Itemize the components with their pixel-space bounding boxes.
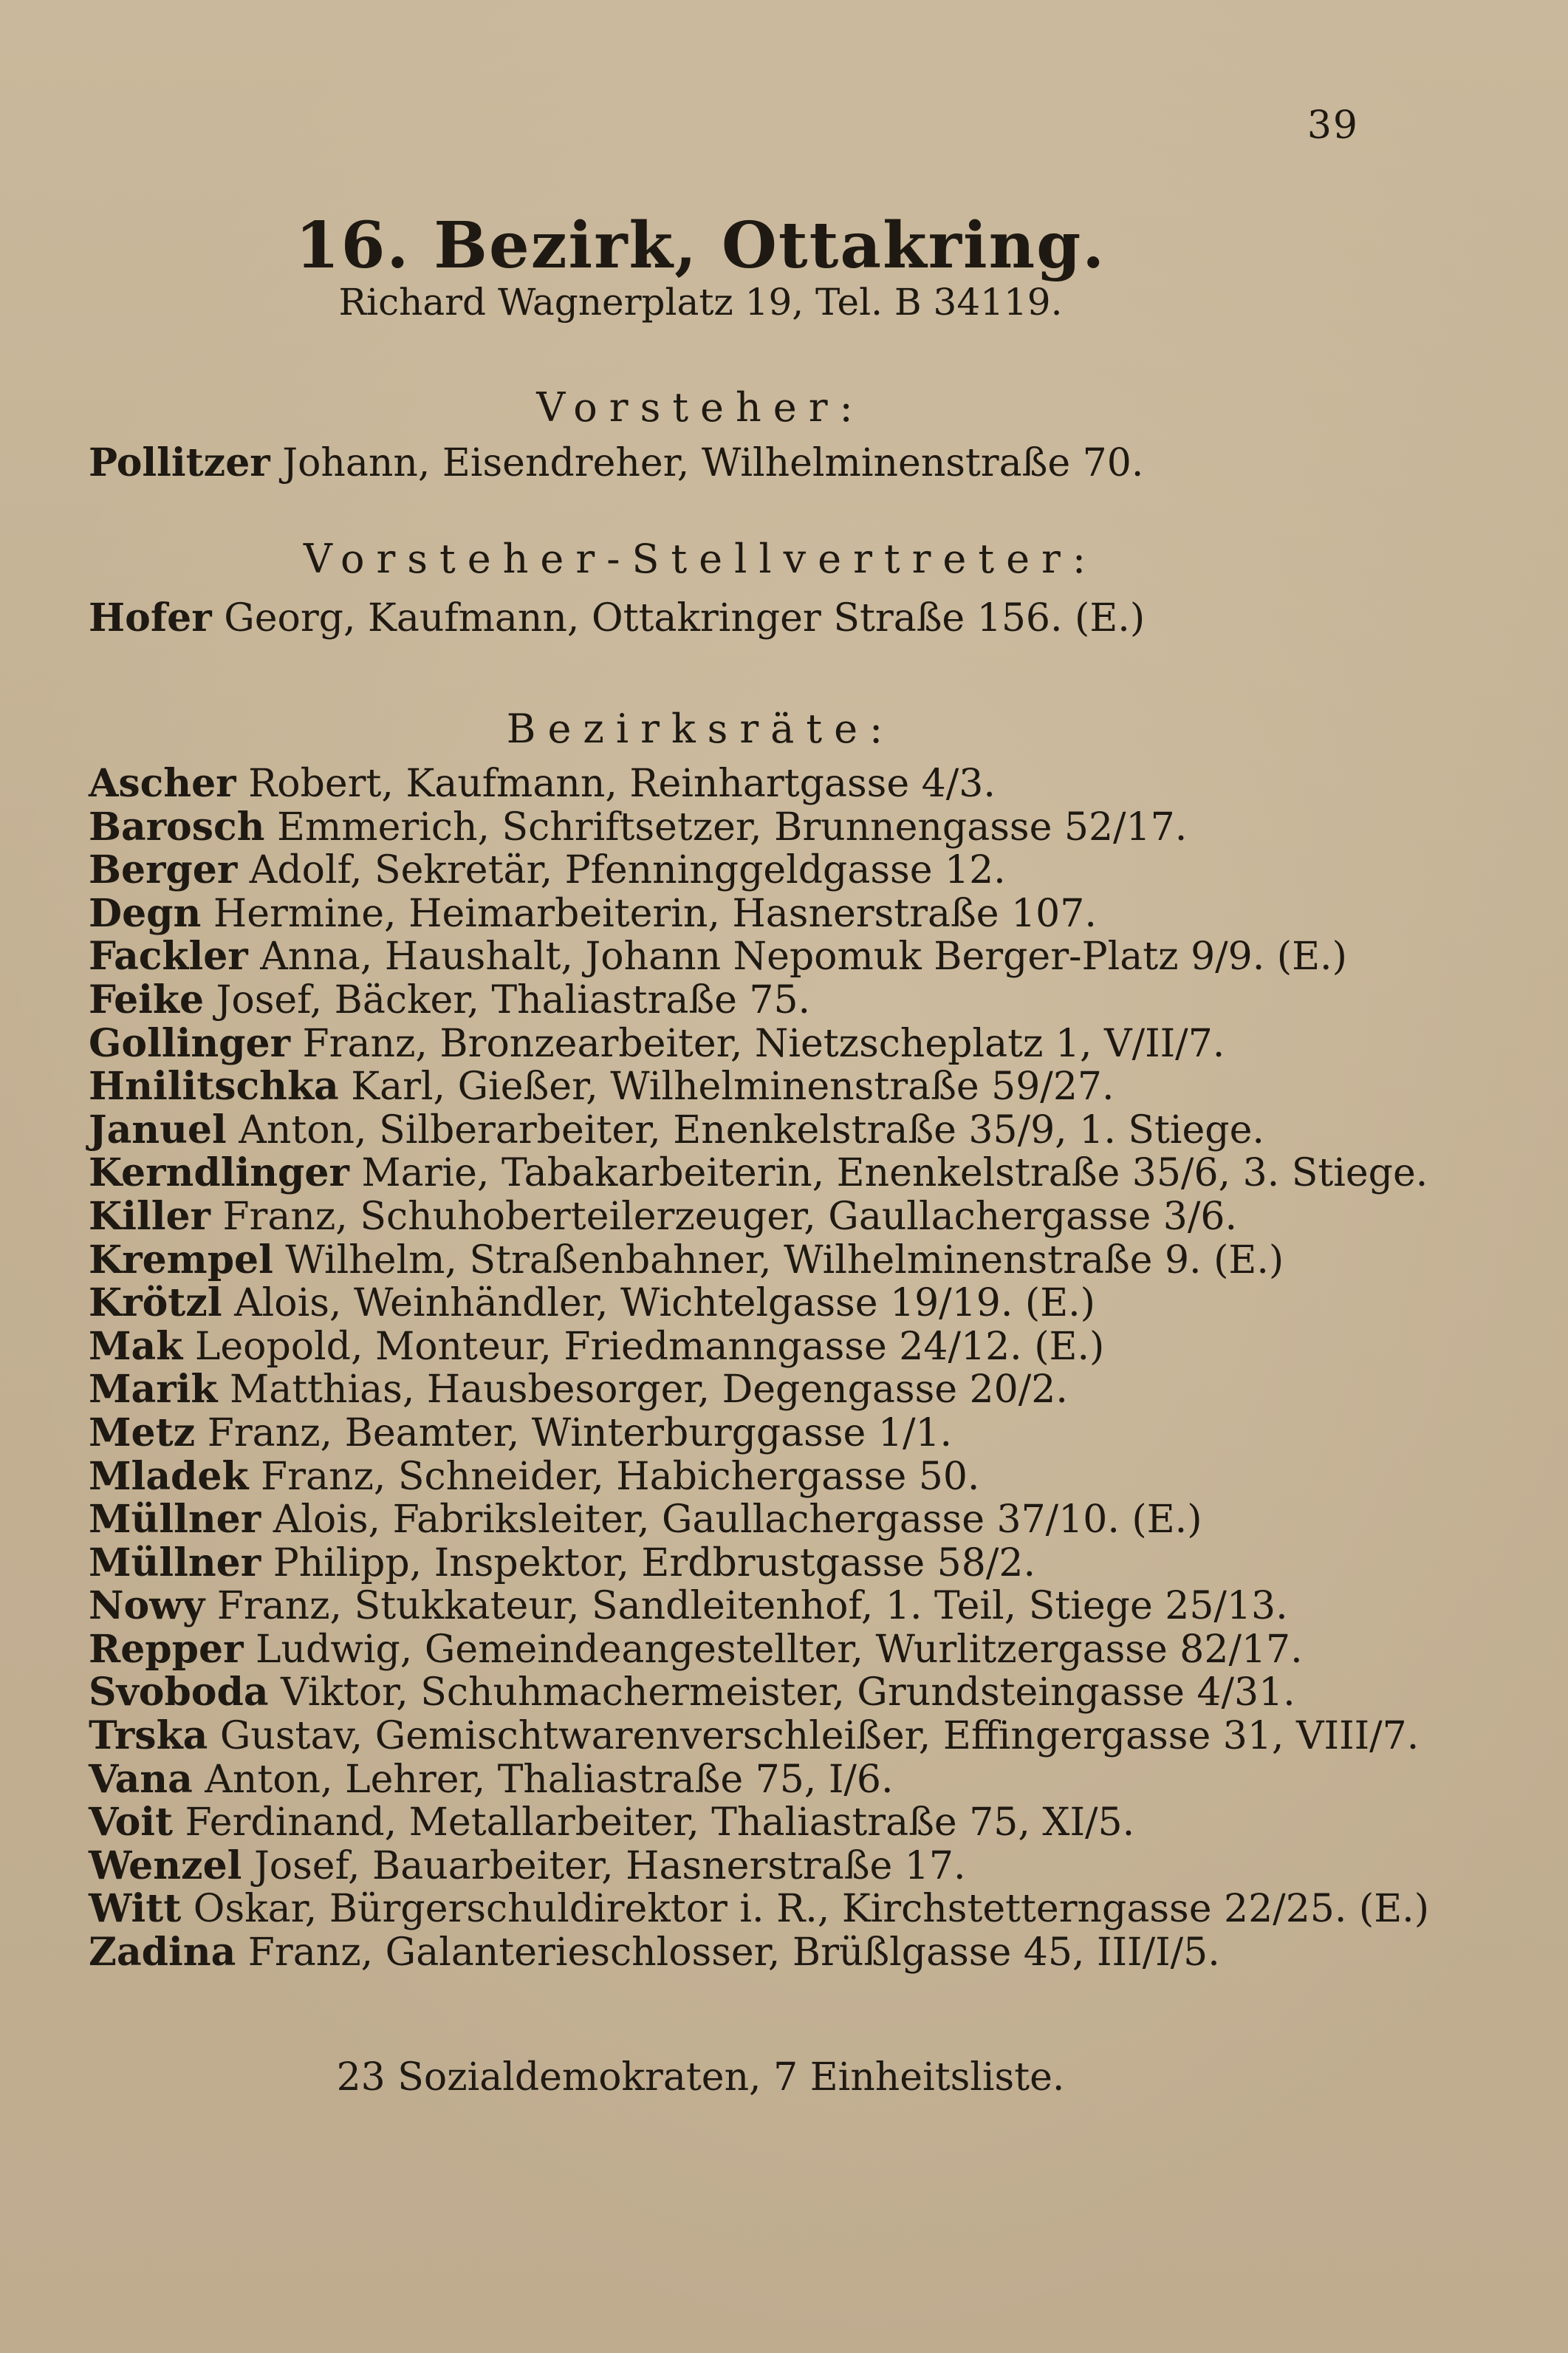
entry-details: Adolf, Sekretär, Pfenninggeldgasse 12. xyxy=(237,848,1006,893)
entry-surname: Pollitzer xyxy=(89,440,270,485)
entry-details: Ferdinand, Metallarbeiter, Thaliastraße 75, XI/5. xyxy=(173,1800,1135,1845)
list-item xyxy=(89,1585,1429,1628)
entry-surname: Kerndlinger xyxy=(89,1150,349,1196)
entry-details: Hermine, Heimarbeiterin, Hasnerstraße 107. xyxy=(201,891,1097,936)
list-item xyxy=(89,1715,1429,1758)
entry-surname: Nowy xyxy=(89,1583,205,1629)
entry-details: Oskar, Bürgerschuldirektor i. R., Kirchstetterngasse 22/25. (E.) xyxy=(181,1887,1429,1932)
list-item xyxy=(89,1022,1429,1066)
heading-bezirksraete: Bezirksräte: xyxy=(506,706,895,752)
list-item xyxy=(89,1628,1429,1672)
list-item xyxy=(89,1412,1429,1455)
entry-surname: Zadina xyxy=(89,1930,236,1975)
entry-details: Matthias, Hausbesorger, Degengasse 20/2. xyxy=(217,1367,1068,1413)
entry-surname: Trska xyxy=(89,1713,208,1759)
entry-details: Josef, Bauarbeiter, Hasnerstraße 17. xyxy=(242,1843,966,1888)
heading-vorsteher: Vorsteher: xyxy=(536,384,865,431)
entry-surname: Mak xyxy=(89,1323,183,1369)
council-member-list xyxy=(89,762,1429,1975)
entry-surname: Hnilitschka xyxy=(89,1064,339,1110)
entry-details: Emmerich, Schriftsetzer, Brunnengasse 52/17. xyxy=(264,805,1188,850)
entry-details: Josef, Bäcker, Thaliastraße 75. xyxy=(204,977,811,1022)
list-item xyxy=(89,1845,1429,1888)
list-item xyxy=(89,1455,1429,1499)
entry-details: Gustav, Gemischtwarenverschleißer, Effingergasse 31, VIII/7. xyxy=(208,1714,1420,1759)
list-item xyxy=(89,1109,1429,1152)
list-item xyxy=(89,762,1429,806)
list-item xyxy=(89,1542,1429,1585)
entry-details: Viktor, Schuhmachermeister, Grundsteingasse 4/31. xyxy=(268,1670,1295,1715)
entry-details: Franz, Schuhoberteilerzeuger, Gaullachergasse 3/6. xyxy=(210,1194,1237,1239)
entry-surname: Müllner xyxy=(89,1497,261,1543)
list-item xyxy=(89,892,1429,936)
entry-surname: Barosch xyxy=(89,804,265,850)
entry-details: Wilhelm, Straßenbahner, Wilhelminenstraße 9. (E.) xyxy=(273,1237,1284,1283)
vorsteher-entry xyxy=(89,440,1143,485)
entry-details: Johann, Eisendreher, Wilhelminenstraße 70. xyxy=(270,441,1144,485)
page-title: 16. Bezirk, Ottakring. xyxy=(295,208,1106,283)
entry-details: Franz, Schneider, Habichergasse 50. xyxy=(248,1454,980,1499)
party-summary: 23 Sozialdemokraten, 7 Einheitsliste. xyxy=(336,2055,1065,2100)
list-item xyxy=(89,1239,1429,1283)
page-number: 39 xyxy=(1307,103,1359,148)
list-item xyxy=(89,806,1429,850)
entry-details: Philipp, Inspektor, Erdbrustgasse 58/2. xyxy=(261,1540,1035,1585)
list-item xyxy=(89,849,1429,892)
entry-surname: Fackler xyxy=(89,934,248,980)
entry-details: Alois, Weinhändler, Wichtelgasse 19/19. (E.) xyxy=(222,1281,1095,1326)
entry-details: Robert, Kaufmann, Reinhartgasse 4/3. xyxy=(236,762,996,806)
entry-details: Marie, Tabakarbeiterin, Enenkelstraße 35/6, 3. Stiege. xyxy=(349,1151,1428,1196)
entry-surname: Gollinger xyxy=(89,1020,290,1066)
entry-details: Leopold, Monteur, Friedmanngasse 24/12. (E.) xyxy=(182,1324,1105,1369)
entry-surname: Krötzl xyxy=(89,1280,222,1326)
entry-details: Franz, Beamter, Winterburggasse 1/1. xyxy=(195,1410,953,1455)
entry-details: Alois, Fabriksleiter, Gaullachergasse 37/10. (E.) xyxy=(261,1497,1202,1543)
entry-details: Anton, Silberarbeiter, Enenkelstraße 35/9, 1. Stiege. xyxy=(226,1107,1264,1152)
list-item xyxy=(89,935,1429,979)
entry-details: Franz, Stukkateur, Sandleitenhof, 1. Teil, Stiege 25/13. xyxy=(205,1584,1288,1629)
list-item xyxy=(89,1368,1429,1412)
entry-surname: Mladek xyxy=(89,1453,249,1499)
list-item xyxy=(89,1758,1429,1802)
entry-surname: Voit xyxy=(89,1800,174,1845)
entry-surname: Wenzel xyxy=(89,1843,242,1888)
list-item xyxy=(89,1195,1429,1239)
entry-details: Franz, Galanterieschlosser, Brüßlgasse 45, III/I/5. xyxy=(236,1930,1220,1975)
list-item xyxy=(89,1498,1429,1542)
entry-details: Anna, Haushalt, Johann Nepomuk Berger-Platz 9/9. (E.) xyxy=(247,935,1347,980)
list-item xyxy=(89,1671,1429,1715)
entry-surname: Müllner xyxy=(89,1540,261,1585)
list-item xyxy=(89,1888,1429,1931)
entry-details: Ludwig, Gemeindeangestellter, Wurlitzergasse 82/17. xyxy=(243,1627,1303,1672)
entry-surname: Metz xyxy=(89,1410,196,1455)
list-item xyxy=(89,979,1429,1022)
entry-surname: Berger xyxy=(89,847,238,893)
stellvertreter-entry xyxy=(89,595,1145,641)
district-address: Richard Wagnerplatz 19, Tel. B 34119. xyxy=(338,281,1063,324)
list-item xyxy=(89,1282,1429,1325)
entry-details: Anton, Lehrer, Thaliastraße 75, I/6. xyxy=(192,1757,894,1802)
entry-surname: Feike xyxy=(89,977,205,1022)
entry-details: Karl, Gießer, Wilhelminenstraße 59/27. xyxy=(338,1065,1115,1110)
list-item xyxy=(89,1325,1429,1369)
entry-details: Georg, Kaufmann, Ottakringer Straße 156. (E.) xyxy=(211,596,1146,641)
entry-surname: Marik xyxy=(89,1367,218,1413)
list-item xyxy=(89,1152,1429,1195)
list-item xyxy=(89,1065,1429,1109)
entry-surname: Vana xyxy=(89,1756,193,1802)
heading-stellvertreter: Vorsteher-Stellvertreter: xyxy=(303,536,1098,582)
entry-surname: Witt xyxy=(89,1886,182,1932)
entry-details: Franz, Bronzearbeiter, Nietzscheplatz 1, V/II/7. xyxy=(290,1021,1225,1066)
entry-surname: Killer xyxy=(89,1193,210,1239)
list-item xyxy=(89,1931,1429,1975)
entry-surname: Repper xyxy=(89,1626,244,1672)
entry-surname: Svoboda xyxy=(89,1670,269,1715)
entry-surname: Januel xyxy=(89,1107,227,1152)
entry-surname: Degn xyxy=(89,890,202,936)
entry-surname: Hofer xyxy=(89,595,212,641)
entry-surname: Ascher xyxy=(89,761,236,806)
entry-surname: Krempel xyxy=(89,1237,273,1283)
list-item xyxy=(89,1801,1429,1845)
